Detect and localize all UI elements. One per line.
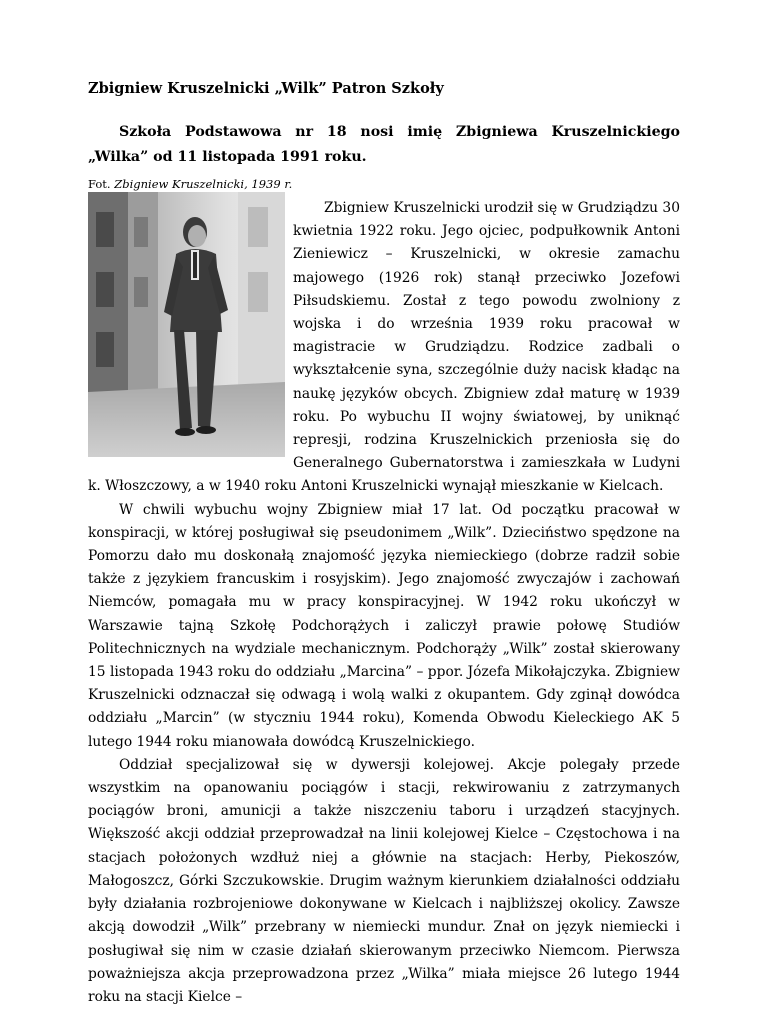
- document-subtitle: Szkoła Podstawowa nr 18 nosi imię Zbigniewa Kruszelnickiego „Wilka” od 11 listopada 1991 roku.: [88, 124, 680, 165]
- caption-text: Zbigniew Kruszelnicki, 1939 r.: [114, 177, 293, 191]
- paragraph-1: Zbigniew Kruszelnicki urodził się w Grudziądzu 30 kwietnia 1922 roku. Jego ojciec, podpułkownik Antoni Zieniewicz – Kruszelnicki, w okresie zamachu majowego (1926 rok) stanął przeciwko Jozefowi Piłsudskiemu. Został z tego powodu zwolniony z wojska i do września 1939 roku pracował w magistracie w Grudziądzu. Rodzice zadbali o wykształcenie syna, szczególnie duży nacisk kładąc na naukę języków obcych. Zbigniew zdał maturę w 1939 roku. Po wybuchu II wojny światowej, by uniknąć represji, rodzina Kruszelnickich przeniosła się do Generalnego Gubernatorstwa i zamieszkała w Ludyni k. Włoszczowy, a w 1940 roku Antoni Kruszelnicki wynajął mieszkanie w Kielcach.: [88, 200, 680, 495]
- caption-prefix: Fot.: [88, 177, 111, 191]
- photo-caption: [88, 177, 292, 191]
- photo-float-spacer: [88, 197, 293, 467]
- paragraph-3: Oddział specjalizował się w dywersji kolejowej. Akcje polegały przede wszystkim na opanowaniu pociągów i stacji, rekwirowaniu z zatrzymanych pociągów broni, amunicji a także niszczeniu taboru i urządzeń stacyjnych. Większość akcji oddział przeprowadzał na linii kolejowej Kielce – Częstochowa i na stacjach położonych wzdłuż niej a głównie na stacjach: Herby, Piekoszów, Małogoszcz, Górki Szczukowskie. Drugim ważnym kierunkiem działalności oddziału były działania rozbrojeniowe dokonywane w Kielcach i najbliższej okolicy. Zawsze akcją dowodził „Wilk” przebrany w niemiecki mundur. Znał on język niemiecki i posługiwał się nim w czasie działań skierowanym przeciwko Niemcom. Pierwsza poważniejsza akcja przeprowadzona przez „Wilka” miała miejsce 26 lutego 1944 roku na stacji Kielce –: [88, 756, 680, 1005]
- paragraph-2: W chwili wybuchu wojny Zbigniew miał 17 lat. Od początku pracował w konspiracji, w której posługiwał się pseudonimem „Wilk”. Dzieciństwo spędzone na Pomorzu dało mu doskonałą znajomość języka niemieckiego (dobrze radził sobie także z językiem francuskim i rosyjskim). Jego znajomość zwyczajów i zachowań Niemców, pomagała mu w pracy konspiracyjnej. W 1942 roku ukończył w Warszawie tajną Szkołę Podchorążych i zaliczył prawie połowę Studiów Politechnicznych na wydziale mechanicznym. Podchorąży „Wilk” został skierowany 15 listopada 1943 roku do oddziału „Marcina” – ppor. Józefa Mikołajczyka. Zbigniew Kruszelnicki odznaczał się odwagą i wolą walki z okupantem. Gdy zginął dowódca oddziału „Marcin” (w styczniu 1944 roku), Komenda Obwodu Kieleckiego AK 5 lutego 1944 roku mianowała dowódcą Kruszelnickiego.: [88, 501, 680, 750]
- document-title: Zbigniew Kruszelnicki „Wilk” Patron Szkoły: [88, 80, 444, 97]
- article-body: [88, 197, 680, 1009]
